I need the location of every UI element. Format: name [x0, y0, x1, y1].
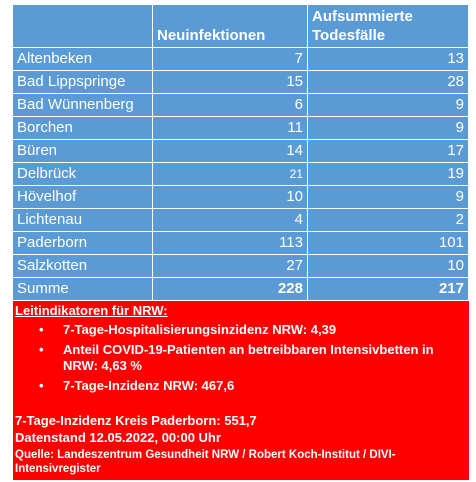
statistics-table — [12, 4, 469, 301]
covid-report — [12, 4, 468, 480]
sum-label: Summe — [13, 278, 153, 301]
sum-new-infections: 228 — [153, 278, 308, 301]
municipality-name: Altenbeken — [13, 48, 153, 71]
list-item — [39, 378, 467, 394]
header-new-infections: Neuinfektionen — [153, 5, 308, 48]
deaths-value: 28 — [308, 71, 469, 94]
indicators-heading: Leitindikatoren für NRW: — [15, 303, 168, 318]
deaths-value: 13 — [308, 48, 469, 71]
table-row — [13, 94, 469, 117]
table-row — [13, 48, 469, 71]
table-row — [13, 232, 469, 255]
header-deaths: Aufsummierte Todesfälle — [308, 5, 469, 48]
table-header-row — [13, 5, 469, 48]
table-row — [13, 140, 469, 163]
new-infections-value: 7 — [153, 48, 308, 71]
new-infections-value: 15 — [153, 71, 308, 94]
source-note: Quelle: Landeszentrum Gesundheit NRW / Robert Koch-Institut / DIVI-Intensivregister — [15, 449, 396, 475]
new-infections-value: 21 — [153, 163, 308, 186]
table-row — [13, 255, 469, 278]
deaths-value: 9 — [308, 117, 469, 140]
new-infections-value: 27 — [153, 255, 308, 278]
municipality-name: Bad Wünnenberg — [13, 94, 153, 117]
deaths-value: 10 — [308, 255, 469, 278]
deaths-value: 2 — [308, 209, 469, 232]
municipality-name: Bad Lippspringe — [13, 71, 153, 94]
data-timestamp: Datenstand 12.05.2022, 00:00 Uhr — [15, 430, 221, 445]
municipality-name: Hövelhof — [13, 186, 153, 209]
list-item — [39, 342, 467, 374]
bullet-icon: • — [39, 322, 44, 337]
table-row — [13, 71, 469, 94]
table-row — [13, 186, 469, 209]
new-infections-value: 10 — [153, 186, 308, 209]
indicator-text: Anteil COVID-19-Patienten an betreibbaren Intensivbetten in NRW: 4,63 % — [63, 342, 434, 373]
municipality-name: Lichtenau — [13, 209, 153, 232]
deaths-value: 101 — [308, 232, 469, 255]
deaths-value: 19 — [308, 163, 469, 186]
sum-row — [13, 278, 469, 301]
municipality-name: Büren — [13, 140, 153, 163]
list-item — [39, 322, 467, 338]
indicators-list — [15, 322, 467, 394]
new-infections-value: 113 — [153, 232, 308, 255]
new-infections-value: 11 — [153, 117, 308, 140]
deaths-value: 9 — [308, 94, 469, 117]
bullet-icon: • — [39, 378, 44, 393]
table-row — [13, 163, 469, 186]
municipality-name: Salzkotten — [13, 255, 153, 278]
deaths-value: 17 — [308, 140, 469, 163]
table-row — [13, 117, 469, 140]
new-infections-value: 6 — [153, 94, 308, 117]
header-municipality — [13, 5, 153, 48]
district-incidence: 7-Tage-Inzidenz Kreis Paderborn: 551,7 — [15, 413, 257, 428]
indicators-box — [12, 301, 470, 480]
indicator-text: 7-Tage-Hospitalisierungsinzidenz NRW: 4,39 — [63, 322, 337, 337]
new-infections-value: 14 — [153, 140, 308, 163]
bullet-icon: • — [39, 342, 44, 357]
deaths-value: 9 — [308, 186, 469, 209]
new-infections-value: 4 — [153, 209, 308, 232]
indicator-text: 7-Tage-Inzidenz NRW: 467,6 — [63, 378, 235, 393]
municipality-name: Borchen — [13, 117, 153, 140]
table-row — [13, 209, 469, 232]
municipality-name: Paderborn — [13, 232, 153, 255]
municipality-name: Delbrück — [13, 163, 153, 186]
sum-deaths: 217 — [308, 278, 469, 301]
